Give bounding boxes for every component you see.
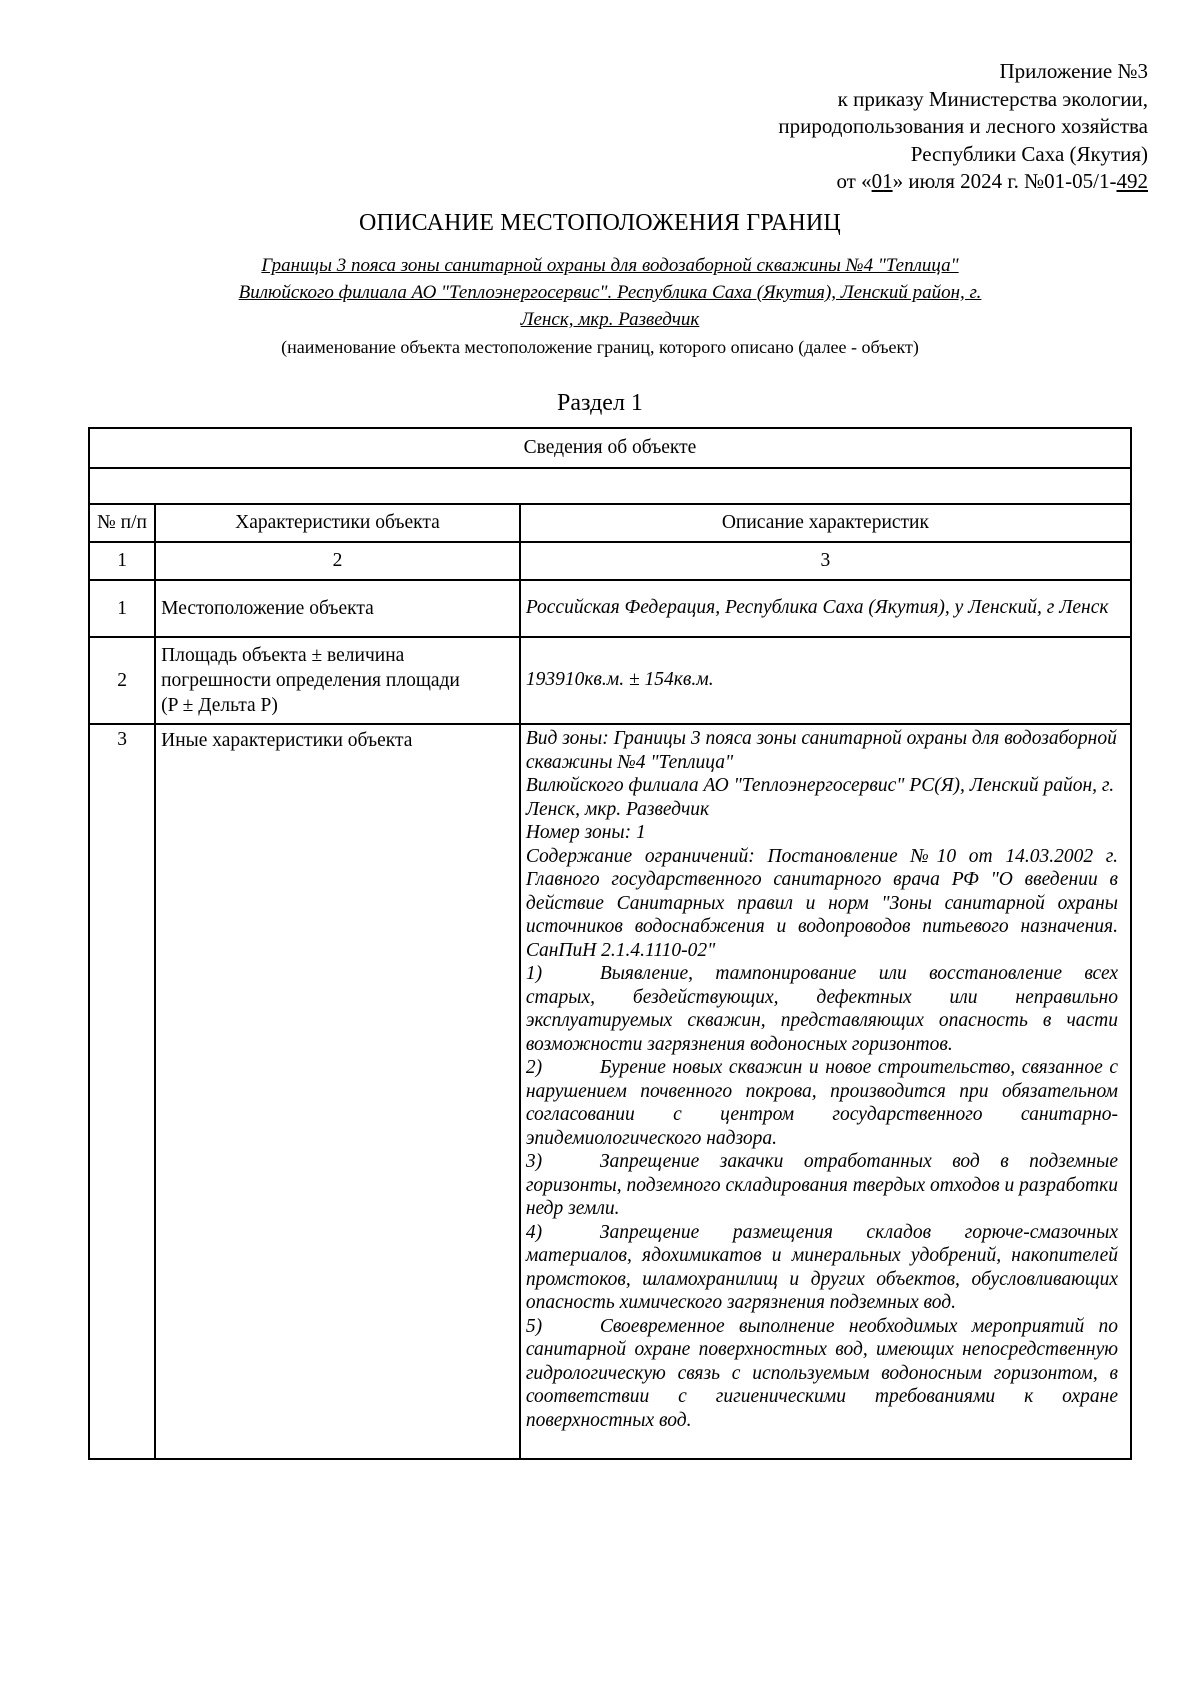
list-item <box>526 1221 1118 1315</box>
table-header-row <box>89 504 1131 542</box>
object-name-line-1: Границы 3 пояса зоны санитарной охраны для водозаборной скважины №4 "Теплица" <box>261 255 959 276</box>
header-num: № п/п <box>89 504 155 542</box>
object-name-line-3: Ленск, мкр. Разведчик <box>520 309 700 330</box>
date-prefix: от « <box>836 169 872 193</box>
object-info-table <box>88 427 1132 1460</box>
restrictions: Содержание ограничений: Постановление №10 от 14.03.2002 г. Главного государственного санитарного врача РФ "О введении в действие Санитарных правил и норм "Зоны санитарной охраны источников водоснабжения и водопроводов питьевого назначения. СанПиН 2.1.4.1110-02" <box>525 845 1118 961</box>
object-name-hint: (наименование объекта местоположение границ, которого описано (далее - объект) <box>281 337 919 357</box>
object-name-line-2: Вилюйского филиала АО "Теплоэнергосервис". Республика Саха (Якутия), Ленский район, г. <box>238 282 982 303</box>
header-description: Описание характеристик <box>520 504 1131 542</box>
zone-owner: Вилюйского филиала АО "Теплоэнергосервис" РС(Я), Ленский район, г. Ленск, мкр. Разведчик <box>525 775 1115 820</box>
list-item-text: Запрещение закачки отработанных вод в подземные горизонты, подземного складирования твердых отходов и разработки недр земли. <box>525 1151 1118 1219</box>
table-row <box>89 637 1131 724</box>
col-number-1: 1 <box>89 542 155 580</box>
approval-header <box>588 58 1148 196</box>
row-characteristic: Иные характеристики объекта <box>155 724 520 1459</box>
list-item-number: 1) <box>525 963 543 984</box>
list-item <box>526 1315 1118 1433</box>
list-item <box>526 1150 1118 1221</box>
list-item-text: Запрещение размещения складов горюче-смазочных материалов, ядохимикатов и минеральных удобрений, накопителей промстоков, шламохранилищ и других объектов, обусловливающих опасность химического загрязнения подземных вод. <box>525 1221 1118 1313</box>
area-label-line-1: Площадь объекта ± величина <box>161 645 405 666</box>
table-caption: Сведения об объекте <box>89 428 1131 468</box>
list-item-number: 4) <box>525 1221 543 1243</box>
republic-line: Республики Саха (Якутия) <box>910 141 1148 166</box>
list-item <box>526 962 1118 1056</box>
area-label-line-3: (P ± Дельта P) <box>161 695 278 716</box>
object-name <box>150 252 1070 333</box>
list-item-text: Бурение новых скважин и новое строительство, связанное с нарушением почвенного покрова, производится при обязательном согласовании с центром государственного санитарно-эпидемиологического надзора. <box>525 1057 1118 1149</box>
order-date-line <box>588 168 1148 196</box>
zone-type: Вид зоны: Границы 3 пояса зоны санитарной охраны для водозаборной скважины №4 "Теплица" <box>525 728 1117 773</box>
row-description: 193910кв.м. ± 154кв.м. <box>520 637 1131 724</box>
table-row <box>89 724 1131 1459</box>
order-ref-line: к приказу Министерства экологии, <box>837 86 1148 111</box>
list-item-text: Своевременное выполнение необходимых мероприятий по санитарной охране поверхностных вод, имеющих непосредственную гидрологическую связь с используемым водоносным горизонтом, в соответствии с гигиеническими требованиями к охране поверхностных вод. <box>525 1315 1118 1431</box>
date-middle: » июля 2024 г. №01-05/1- <box>892 169 1117 193</box>
row-characteristic <box>155 637 520 724</box>
date-day: 01 <box>871 169 893 193</box>
row-num: 3 <box>89 724 155 1459</box>
col-number-3: 3 <box>520 542 1131 580</box>
row-num: 2 <box>89 637 155 724</box>
row-num: 1 <box>89 580 155 637</box>
header-characteristic: Характеристики объекта <box>155 504 520 542</box>
row-description: Российская Федерация, Республика Саха (Якутия), у Ленский, г Ленск <box>520 580 1131 637</box>
order-number: 492 <box>1116 169 1148 193</box>
table-row <box>89 580 1131 637</box>
list-item-number: 2) <box>525 1057 543 1078</box>
list-item-number: 3) <box>525 1151 543 1172</box>
zone-number: Номер зоны: 1 <box>525 822 646 843</box>
table-caption-row <box>89 428 1131 468</box>
empty-cell <box>89 468 1131 504</box>
ministry-line: природопользования и лесного хозяйства <box>778 114 1148 138</box>
appendix-label: Приложение №3 <box>999 59 1148 83</box>
list-item-number: 5) <box>525 1315 543 1337</box>
table-empty-row <box>89 468 1131 504</box>
row-description <box>520 724 1131 1459</box>
col-number-2: 2 <box>155 542 520 580</box>
list-item-text: Выявление, тампонирование или восстановление всех старых, бездействующих, дефектных или неправильно эксплуатируемых скважин, представляющих опасность в части возможности загрязнения водоносных горизонтов. <box>525 963 1118 1055</box>
section-title: Раздел 1 <box>557 390 643 416</box>
row-characteristic: Местоположение объекта <box>155 580 520 637</box>
document-title: ОПИСАНИЕ МЕСТОПОЛОЖЕНИЯ ГРАНИЦ <box>359 210 841 236</box>
column-numbers-row <box>89 542 1131 580</box>
area-label-line-2: погрешности определения площади <box>161 670 460 691</box>
list-item <box>526 1056 1118 1150</box>
